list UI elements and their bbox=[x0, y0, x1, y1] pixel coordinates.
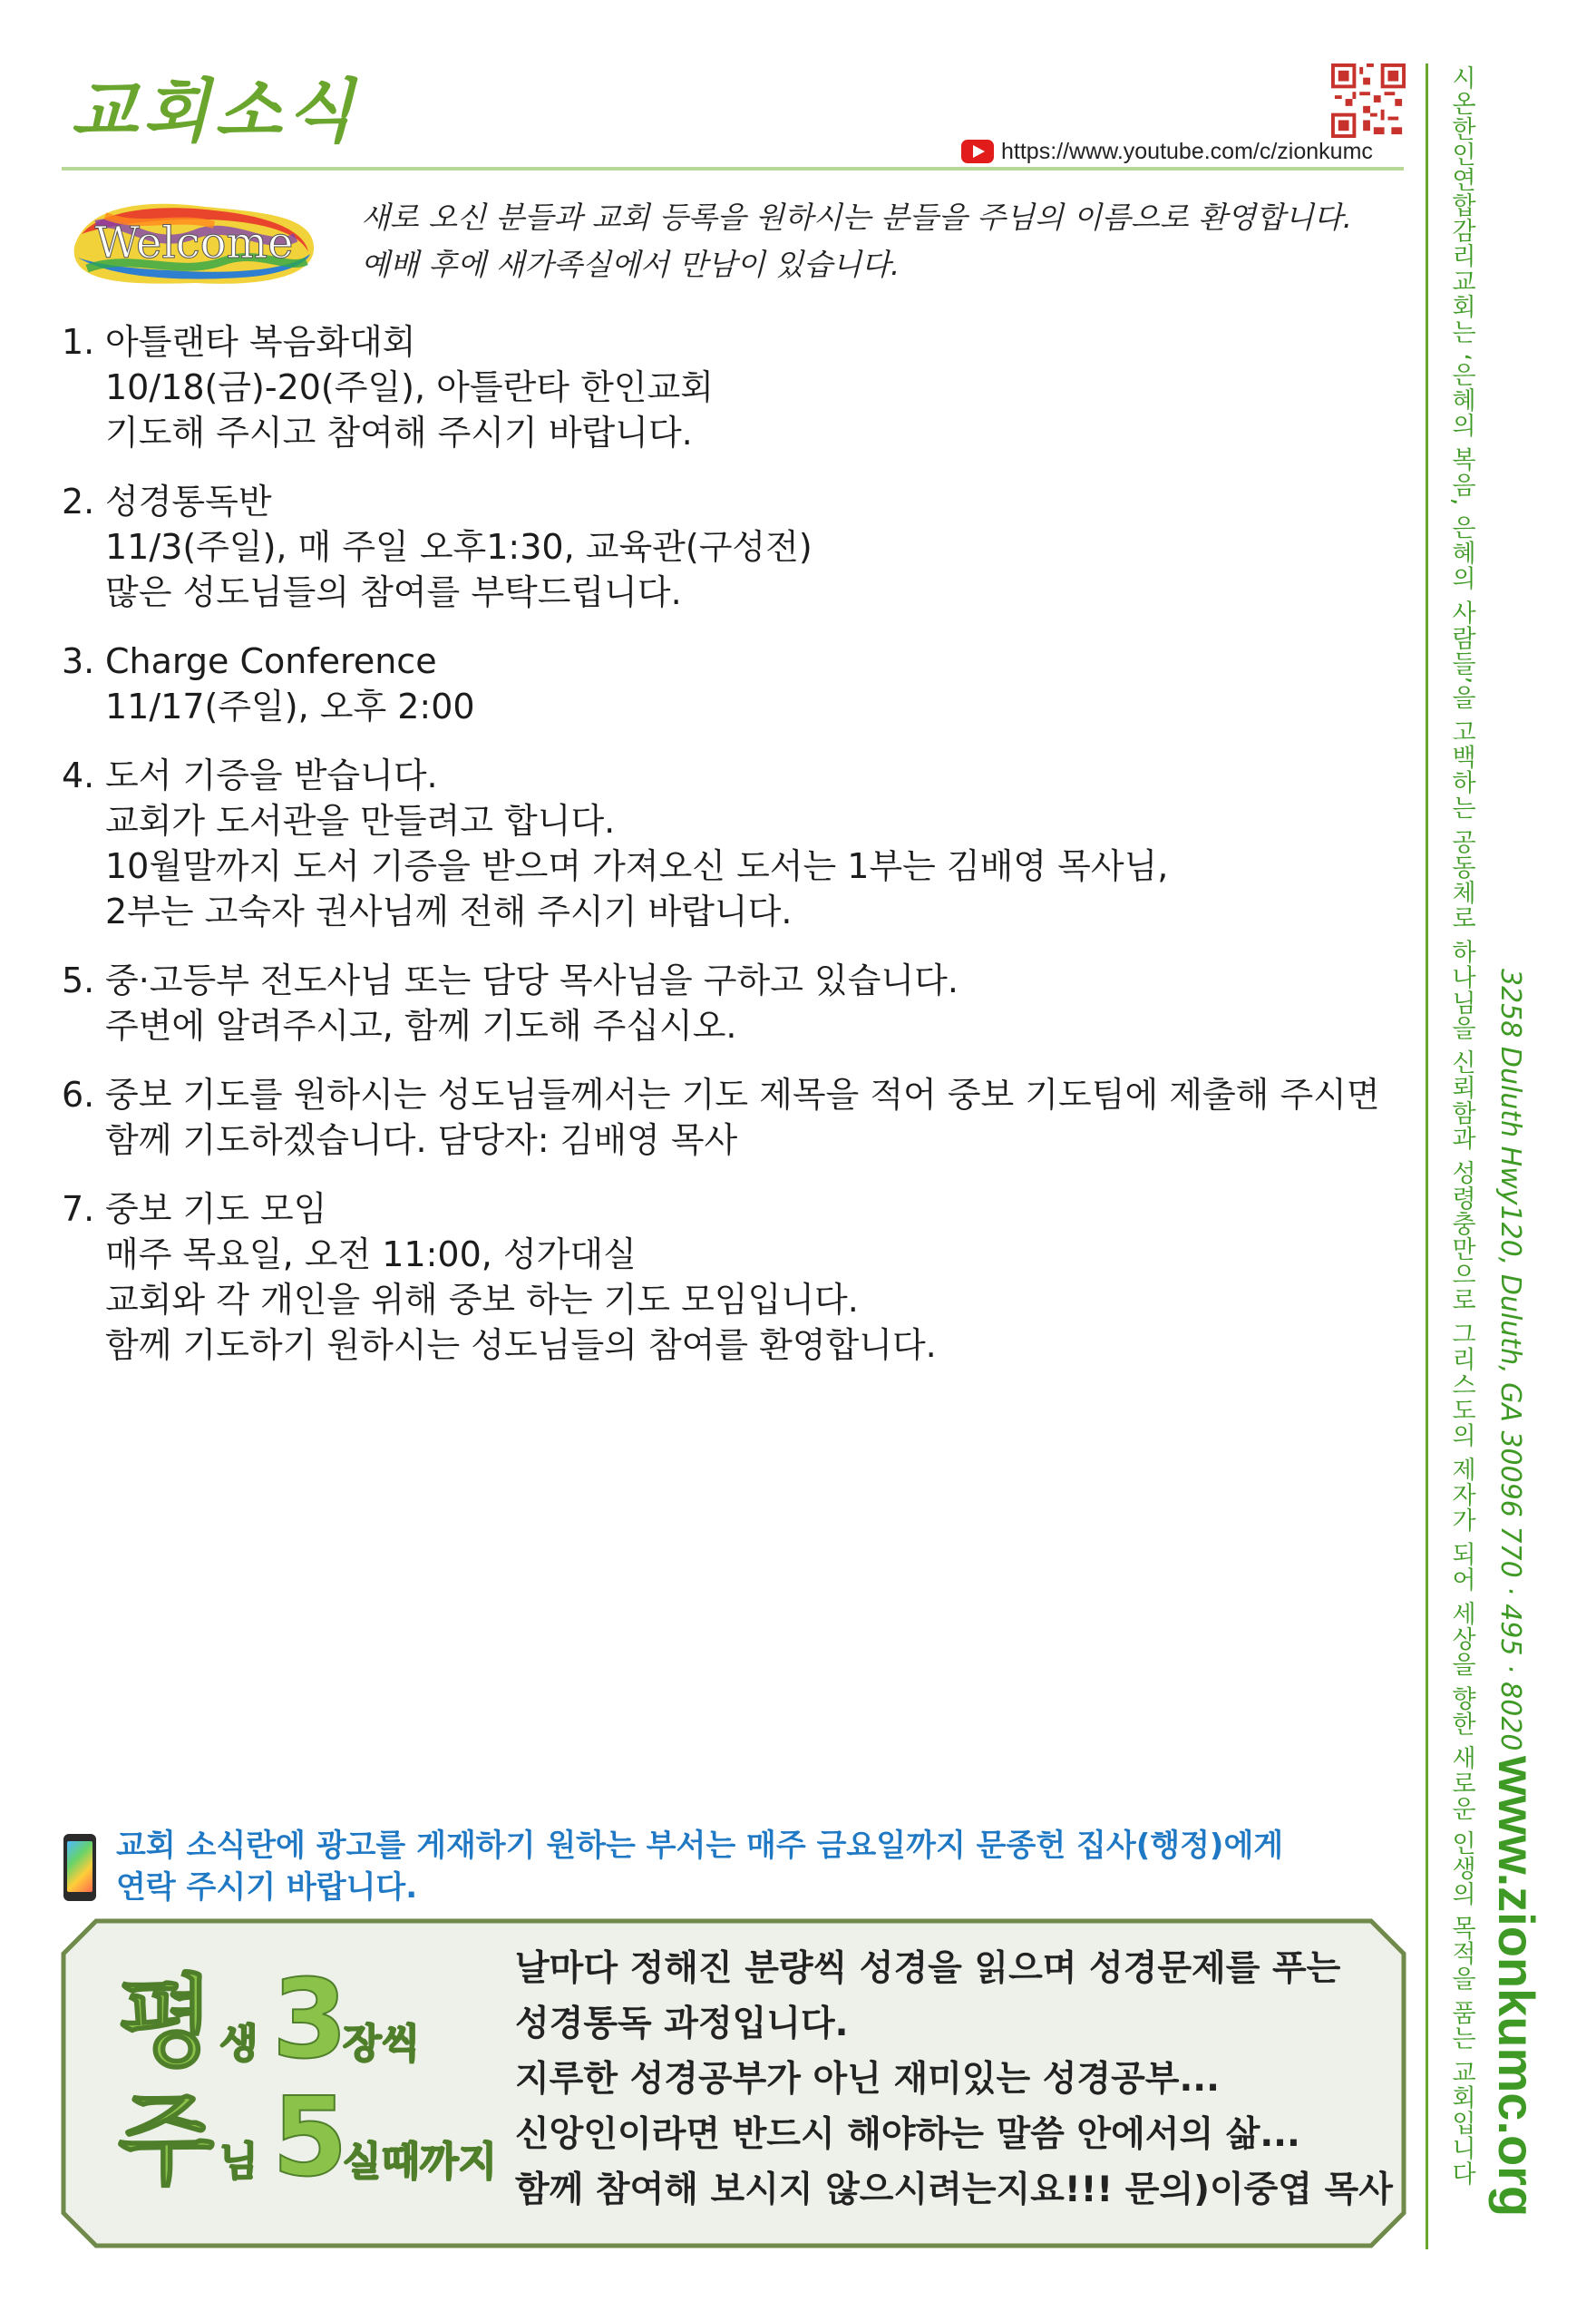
notice-line: 연락 주시기 바랍니다. bbox=[116, 1869, 418, 1906]
notice-line: 교회 소식란에 광고를 게재하기 원하는 부서는 매주 금요일까지 문종헌 집사(행정)에게 bbox=[116, 1828, 1284, 1864]
announcement-number: 7. bbox=[62, 1189, 95, 1229]
announcement-line: 11/3(주일), 매 주일 오후1:30, 교육관(구성전) bbox=[105, 527, 813, 567]
announcement-line: 교회와 각 개인을 위해 중보 하는 기도 모임입니다. bbox=[105, 1280, 859, 1320]
announcement-item bbox=[62, 319, 1404, 455]
graphic-char: 님 bbox=[219, 2139, 258, 2185]
announcement-number: 3. bbox=[62, 641, 95, 681]
graphic-char: 평 bbox=[118, 1966, 215, 2081]
announcement-line: 11/17(주일), 오후 2:00 bbox=[105, 687, 475, 726]
church-address: 3258 Duluth Hwy120, Duluth, GA 30096 770 · 495 · 8020 bbox=[1494, 969, 1526, 1751]
announcement-item bbox=[62, 1186, 1404, 1368]
announcement-line: 아틀랜타 복음화대회 bbox=[105, 322, 416, 362]
announcement-item bbox=[62, 958, 1404, 1048]
box-line: 성경통독 과정입니다. bbox=[515, 2004, 849, 2044]
box-line: 지루한 성경공부가 아닌 재미있는 성경공부... bbox=[515, 2059, 1220, 2100]
announcement-line: 중보 기도를 원하시는 성도님들께서는 기도 제목을 적어 중보 기도팀에 제출해 주시면 bbox=[105, 1075, 1380, 1115]
announcement-number: 4. bbox=[62, 756, 95, 795]
announcement-line: 기도해 주시고 참여해 주시기 바랍니다. bbox=[105, 413, 693, 453]
announcement-line: 도서 기증을 받습니다. bbox=[105, 756, 438, 795]
announcement-number: 2. bbox=[62, 482, 95, 522]
graphic-char: 실때까지 bbox=[343, 2139, 498, 2185]
ad-notice bbox=[116, 1825, 1340, 1908]
box-line: 함께 참여해 보시지 않으시려는지요!!! 문의)이중엽 목사 bbox=[515, 2170, 1393, 2210]
page-title: 교회소식 bbox=[71, 71, 359, 151]
church-website[interactable]: www.zionkumc.org bbox=[1488, 1756, 1545, 2218]
welcome-message bbox=[361, 194, 1352, 288]
youtube-url[interactable]: https://www.youtube.com/c/zionkumc bbox=[1001, 138, 1373, 164]
welcome-line: 새로 오신 분들과 교회 등록을 원하시는 분들을 주님의 이름으로 환영합니다. bbox=[361, 200, 1353, 235]
header-divider bbox=[62, 167, 1404, 171]
bible-reading-text bbox=[515, 1941, 1404, 2218]
announcement-line: 함께 기도하겠습니다. 담당자: 김배영 목사 bbox=[105, 1120, 738, 1160]
welcome-line: 예배 후에 새가족실에서 만남이 있습니다. bbox=[361, 247, 900, 282]
announcement-number: 6. bbox=[62, 1075, 95, 1115]
announcement-line: 중·고등부 전도사님 또는 담당 목사님을 구하고 있습니다. bbox=[105, 960, 959, 1000]
qr-code[interactable] bbox=[1331, 63, 1406, 138]
announcement-number: 5. bbox=[62, 960, 95, 1000]
graphic-char: 3 bbox=[272, 1966, 348, 2083]
welcome-badge-text: Welcome bbox=[94, 218, 294, 268]
phone-icon bbox=[63, 1834, 96, 1901]
graphic-char: 주 bbox=[118, 2082, 215, 2199]
announcement-line: Charge Conference bbox=[105, 641, 437, 681]
announcement-line: 많은 성도님들의 참여를 부탁드립니다. bbox=[105, 572, 682, 612]
announcement-item bbox=[62, 639, 1404, 729]
announcement-line: 교회가 도서관을 만들려고 합니다. bbox=[105, 801, 616, 841]
box-line: 날마다 정해진 분량씩 성경을 읽으며 성경문제를 푸는 bbox=[515, 1948, 1341, 1989]
youtube-link[interactable] bbox=[961, 136, 1373, 167]
announcement-line: 10/18(금)-20(주일), 아틀란타 한인교회 bbox=[105, 367, 714, 407]
announcement-item bbox=[62, 753, 1404, 934]
announcement-number: 1. bbox=[62, 322, 95, 362]
graphic-char: 생 bbox=[219, 2021, 258, 2067]
box-line: 신앙인이라면 반드시 해야하는 말씀 안에서의 삶... bbox=[515, 2114, 1300, 2155]
graphic-char: 장씩 bbox=[343, 2021, 421, 2067]
announcement-list bbox=[62, 319, 1404, 1391]
youtube-icon bbox=[961, 140, 994, 163]
announcement-line: 10월말까지 도서 기증을 받으며 가져오신 도서는 1부는 김배영 목사님, bbox=[105, 846, 1169, 886]
announcement-line: 매주 목요일, 오전 11:00, 성가대실 bbox=[105, 1234, 637, 1274]
sidebar-divider bbox=[1426, 63, 1428, 2249]
bible-reading-graphic bbox=[118, 1966, 508, 2211]
announcement-item bbox=[62, 479, 1404, 615]
announcement-line: 주변에 알려주시고, 함께 기도해 주십시오. bbox=[105, 1006, 737, 1046]
welcome-badge bbox=[69, 198, 319, 290]
church-slogan: 시온한인연합감리교회는 ‘은혜의 복음, 은혜의 사람들’을 고백하는 공동체로 하나님을 신뢰함과 성령충만으로 그리스도의 제자가 되어 세상을 향한 새로운 인생의 목적을 품는 교회입니다 bbox=[1447, 65, 1475, 2187]
announcement-item bbox=[62, 1072, 1404, 1163]
announcement-line: 성경통독반 bbox=[105, 482, 272, 522]
announcement-line: 중보 기도 모임 bbox=[105, 1189, 327, 1229]
graphic-char: 5 bbox=[272, 2075, 348, 2201]
announcement-line: 함께 기도하기 원하시는 성도님들의 참여를 환영합니다. bbox=[105, 1325, 937, 1365]
announcement-line: 2부는 고숙자 권사님께 전해 주시기 바랍니다. bbox=[105, 892, 793, 931]
